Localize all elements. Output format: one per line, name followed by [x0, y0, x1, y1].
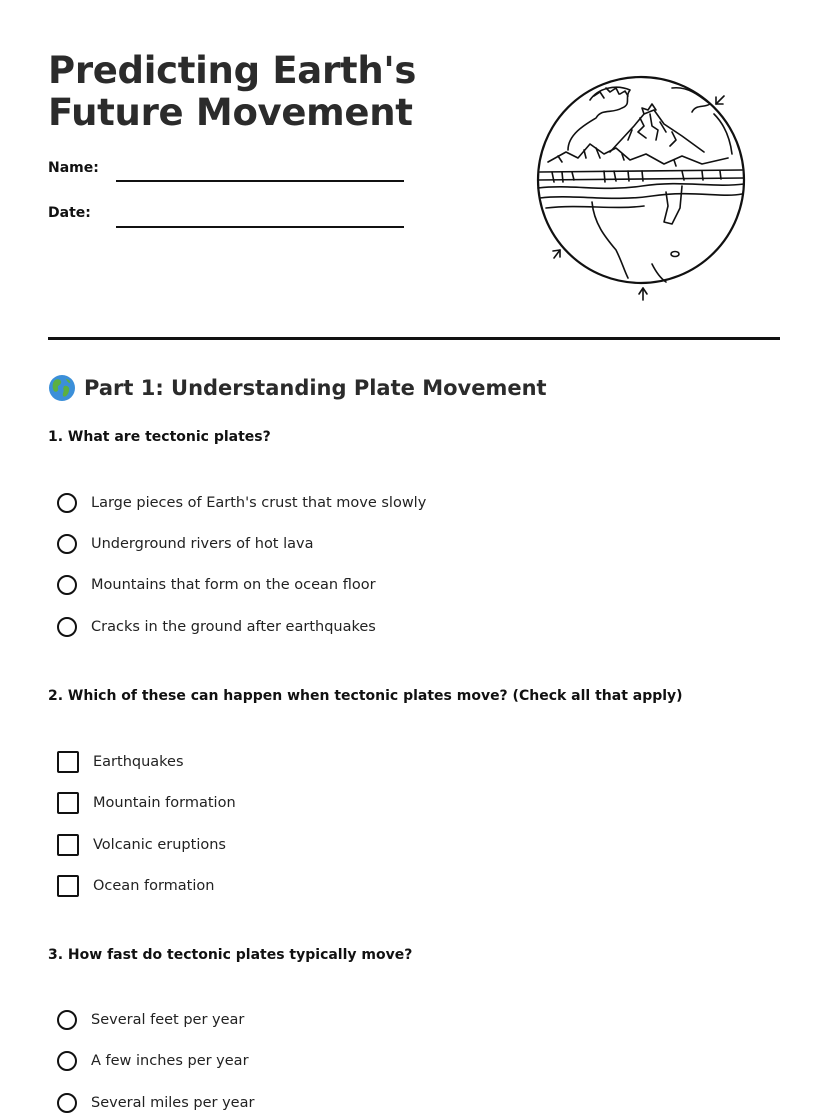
option-label: Several miles per year [91, 1095, 255, 1111]
option-label: Cracks in the ground after earthquakes [91, 619, 376, 635]
option-label: Large pieces of Earth's crust that move slowly [91, 495, 427, 511]
date-field[interactable] [116, 226, 404, 228]
q1-option-3[interactable] [57, 572, 376, 598]
question-2: 2. Which of these can happen when tectonic plates move? (Check all that apply) [48, 688, 683, 704]
option-label: Volcanic eruptions [93, 837, 226, 853]
section-divider [48, 337, 780, 340]
part1-title: Part 1: Understanding Plate Movement [84, 376, 547, 400]
q3-option-2[interactable] [57, 1048, 249, 1074]
q2-option-3[interactable] [57, 832, 226, 858]
checkbox[interactable] [57, 834, 79, 856]
title-line-2: Future Movement [48, 91, 413, 134]
date-label: Date: [48, 205, 91, 221]
q1-option-2[interactable] [57, 531, 313, 557]
radio-button[interactable] [57, 1093, 77, 1113]
radio-button[interactable] [57, 617, 77, 637]
q2-option-2[interactable] [57, 790, 236, 816]
radio-button[interactable] [57, 534, 77, 554]
checkbox[interactable] [57, 792, 79, 814]
globe-icon [48, 374, 76, 402]
checkbox[interactable] [57, 875, 79, 897]
q3-option-3[interactable] [57, 1090, 254, 1116]
q3-option-1[interactable] [57, 1007, 244, 1033]
option-label: Mountain formation [93, 795, 236, 811]
question-3: 3. How fast do tectonic plates typically move? [48, 947, 413, 963]
q1-option-1[interactable] [57, 490, 426, 516]
worksheet-title [48, 50, 416, 134]
q1-option-4[interactable] [57, 614, 376, 640]
radio-button[interactable] [57, 1010, 77, 1030]
option-label: Earthquakes [93, 754, 184, 770]
title-line-1: Predicting Earth's [48, 49, 417, 92]
part1-heading [48, 374, 547, 402]
name-field[interactable] [116, 180, 404, 182]
radio-button[interactable] [57, 575, 77, 595]
q2-option-4[interactable] [57, 873, 214, 899]
earth-volcano-illustration [532, 74, 750, 306]
option-label: Underground rivers of hot lava [91, 536, 314, 552]
question-1: 1. What are tectonic plates? [48, 429, 271, 445]
option-label: A few inches per year [91, 1053, 249, 1069]
radio-button[interactable] [57, 493, 77, 513]
q2-option-1[interactable] [57, 749, 184, 775]
option-label: Ocean formation [93, 878, 215, 894]
radio-button[interactable] [57, 1051, 77, 1071]
checkbox[interactable] [57, 751, 79, 773]
name-label: Name: [48, 160, 99, 176]
option-label: Mountains that form on the ocean floor [91, 577, 376, 593]
option-label: Several feet per year [91, 1012, 245, 1028]
